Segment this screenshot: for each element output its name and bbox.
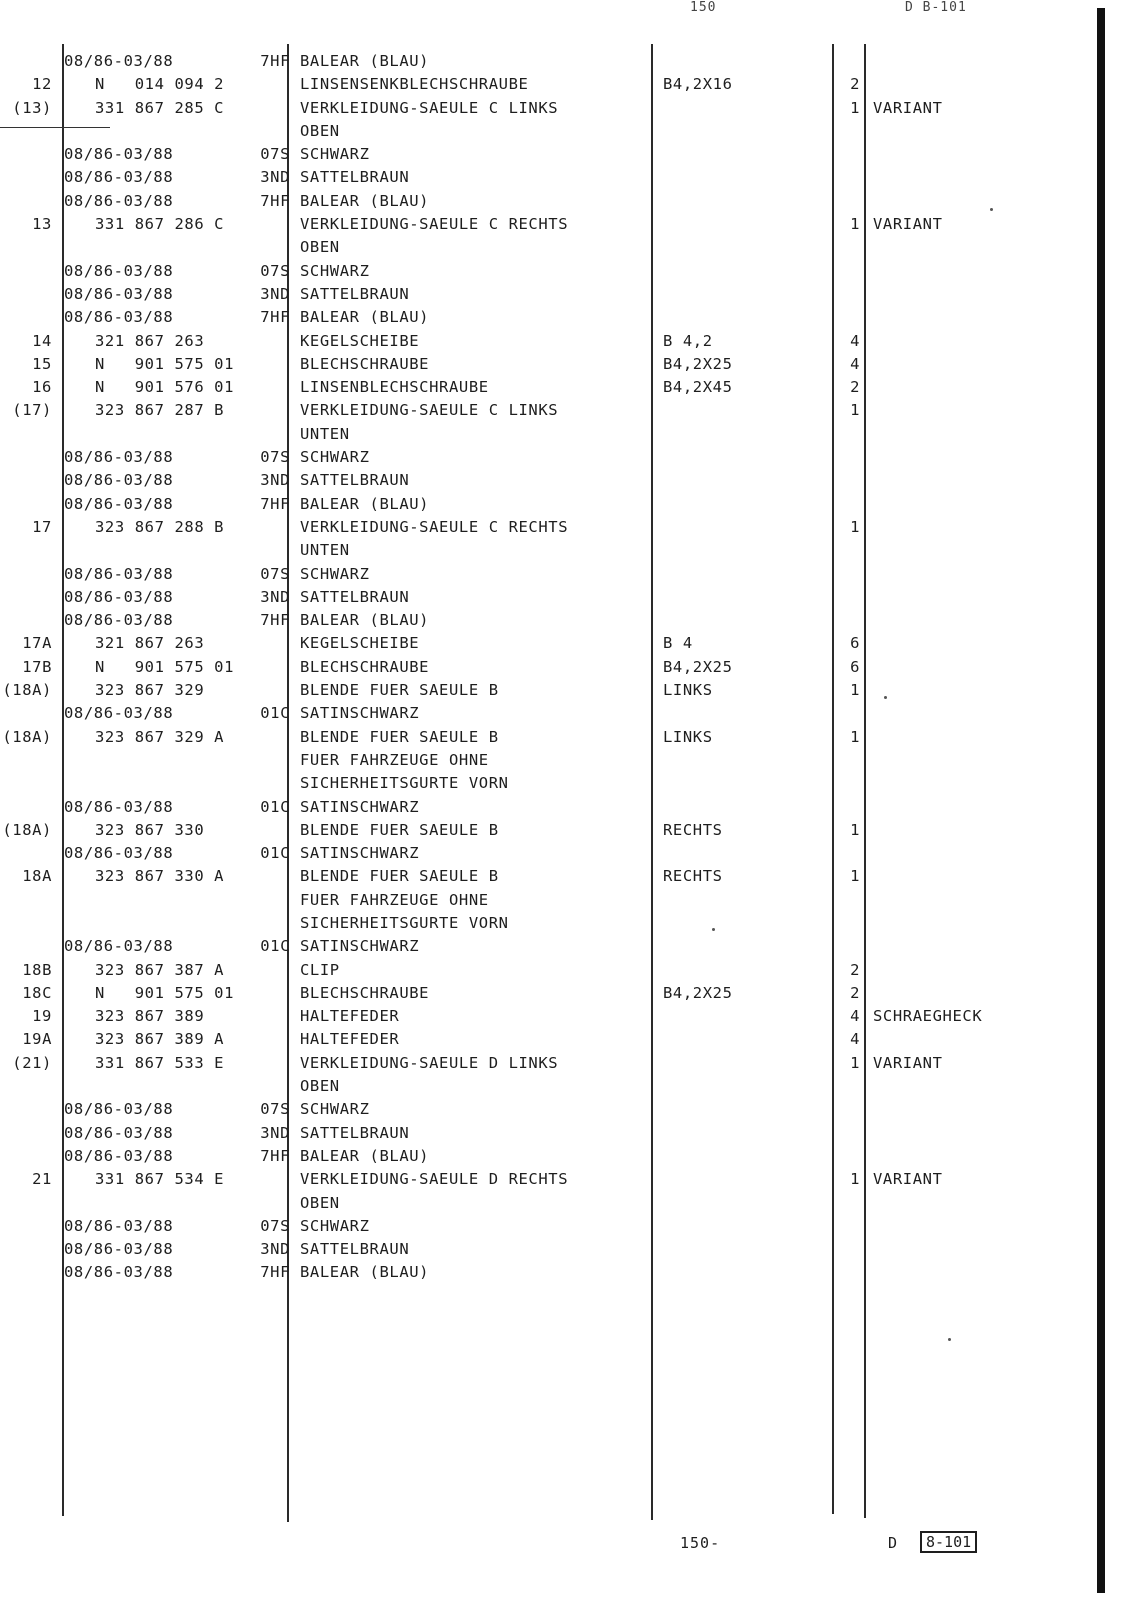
row-description: BALEAR (BLAU) [300,1146,430,1165]
row-description: SATTELBRAUN [300,1123,410,1142]
row-item-number: 16 [32,378,52,397]
scan-speck [948,1338,951,1341]
row-description: SICHERHEITSGURTE VORN [300,913,509,932]
row-date-range: 08/86-03/88 [64,844,174,863]
row-description: VERKLEIDUNG-SAEULE C RECHTS [300,215,569,234]
table-row [0,423,1090,446]
row-color-code: 3ND [260,471,290,490]
table-row [0,1145,1090,1168]
row-description: VERKLEIDUNG-SAEULE C LINKS [300,401,559,420]
row-date-range: 08/86-03/88 [64,1100,174,1119]
row-description: BLECHSCHRAUBE [300,983,430,1002]
row-part-number: 331 867 533 E [95,1053,225,1072]
row-date-range: 08/86-03/88 [64,587,174,606]
row-description: OBEN [300,1077,340,1096]
row-description: OBEN [300,121,340,140]
row-color-code: 3ND [260,1240,290,1259]
row-description: SATINSCHWARZ [300,797,420,816]
row-description: BLENDE FUER SAEULE B [300,820,499,839]
row-color-code: 01C [260,844,290,863]
row-part-number: N 014 094 2 [95,75,225,94]
row-item-number: 12 [32,75,52,94]
top-page-fragment: 150 [690,0,717,15]
scan-speck [712,928,715,931]
row-quantity: 6 [850,634,860,653]
table-row [0,796,1090,819]
row-part-number: 331 867 286 C [95,215,225,234]
row-description: LINSENBLECHSCHRAUBE [300,378,489,397]
row-part-number: 323 867 330 [95,820,205,839]
row-size: B4,2X25 [663,354,733,373]
row-size: B4,2X16 [663,75,733,94]
table-row [0,516,1090,539]
table-row [0,236,1090,259]
row-item-number: 15 [32,354,52,373]
row-item-number: 19 [32,1007,52,1026]
row-date-range: 08/86-03/88 [64,704,174,723]
row-quantity: 1 [850,98,860,117]
row-item-number: 13 [32,215,52,234]
row-remark: VARIANT [873,215,943,234]
row-description: BALEAR (BLAU) [300,494,430,513]
row-part-number: 323 867 330 A [95,867,225,886]
table-row [0,1122,1090,1145]
row-description: SICHERHEITSGURTE VORN [300,774,509,793]
row-description: BLENDE FUER SAEULE B [300,727,499,746]
row-quantity: 4 [850,1007,860,1026]
row-quantity: 1 [850,1053,860,1072]
table-row [0,842,1090,865]
row-quantity: 4 [850,354,860,373]
row-part-number: 323 867 288 B [95,517,225,536]
row-quantity: 1 [850,820,860,839]
row-size: LINKS [663,681,713,700]
row-color-code: 3ND [260,284,290,303]
row-description: LINSENSENKBLECHSCHRAUBE [300,75,529,94]
row-description: SATINSCHWARZ [300,844,420,863]
parts-table [0,50,1090,1285]
row-color-code: 3ND [260,587,290,606]
footer-reference-box: 8-101 [920,1531,977,1553]
table-row [0,586,1090,609]
table-row [0,1005,1090,1028]
row-description: SCHWARZ [300,564,370,583]
row-part-number: 331 867 285 C [95,98,225,117]
table-row [0,749,1090,772]
row-date-range: 08/86-03/88 [64,1216,174,1235]
row-date-range: 08/86-03/88 [64,284,174,303]
row-description: OBEN [300,1193,340,1212]
row-color-code: 01C [260,937,290,956]
table-row [0,1168,1090,1191]
row-color-code: 01C [260,797,290,816]
footer-section-letter: D [888,1534,898,1552]
row-description: BALEAR (BLAU) [300,1263,430,1282]
table-row [0,935,1090,958]
row-item-number: (18A) [2,820,52,839]
row-description: VERKLEIDUNG-SAEULE D RECHTS [300,1170,569,1189]
table-row [0,283,1090,306]
row-description: SCHWARZ [300,448,370,467]
row-description: BALEAR (BLAU) [300,611,430,630]
row-quantity: 1 [850,401,860,420]
table-row [0,260,1090,283]
row-description: SATTELBRAUN [300,587,410,606]
row-item-number: (18A) [2,727,52,746]
row-item-number: (18A) [2,681,52,700]
row-date-range: 08/86-03/88 [64,448,174,467]
row-date-range: 08/86-03/88 [64,1123,174,1142]
table-row [0,1052,1090,1075]
row-description: BALEAR (BLAU) [300,52,430,70]
table-row [0,702,1090,725]
row-description: VERKLEIDUNG-SAEULE C LINKS [300,98,559,117]
row-item-number: 21 [32,1170,52,1189]
row-date-range: 08/86-03/88 [64,611,174,630]
row-part-number: 321 867 263 [95,331,205,350]
row-description: SCHWARZ [300,261,370,280]
row-description: BALEAR (BLAU) [300,308,430,327]
row-color-code: 07S [260,261,290,280]
row-size: RECHTS [663,867,723,886]
row-color-code: 7HF [260,308,290,327]
row-color-code: 07S [260,145,290,164]
row-quantity: 1 [850,727,860,746]
table-row [0,772,1090,795]
row-remark: VARIANT [873,1053,943,1072]
row-quantity: 2 [850,378,860,397]
row-color-code: 07S [260,448,290,467]
row-item-number: (17) [12,401,52,420]
row-description: HALTEFEDER [300,1007,400,1026]
row-date-range: 08/86-03/88 [64,145,174,164]
table-row [0,493,1090,516]
row-color-code: 7HF [260,52,290,70]
row-size: B4,2X25 [663,983,733,1002]
table-row [0,1028,1090,1051]
row-date-range: 08/86-03/88 [64,1263,174,1282]
row-quantity: 1 [850,681,860,700]
row-item-number: 17B [22,657,52,676]
row-part-number: N 901 576 01 [95,378,235,397]
table-row [0,632,1090,655]
row-color-code: 7HF [260,191,290,210]
row-description: SATINSCHWARZ [300,937,420,956]
row-description: CLIP [300,960,340,979]
row-quantity: 4 [850,1030,860,1049]
row-date-range: 08/86-03/88 [64,937,174,956]
row-description: UNTEN [300,424,350,443]
table-row [0,376,1090,399]
table-row [0,399,1090,422]
row-part-number: 321 867 263 [95,634,205,653]
row-remark: VARIANT [873,98,943,117]
table-row [0,889,1090,912]
table-row [0,1075,1090,1098]
row-description: FUER FAHRZEUGE OHNE [300,750,489,769]
table-row [0,97,1090,120]
row-color-code: 07S [260,564,290,583]
row-description: SATTELBRAUN [300,1240,410,1259]
table-row [0,563,1090,586]
footer-page-number: 150- [680,1534,721,1552]
row-description: BLECHSCHRAUBE [300,354,430,373]
row-description: SCHWARZ [300,145,370,164]
row-size: RECHTS [663,820,723,839]
row-date-range: 08/86-03/88 [64,1240,174,1259]
scan-speck [884,696,887,699]
row-description: BLENDE FUER SAEULE B [300,867,499,886]
row-description: BALEAR (BLAU) [300,191,430,210]
table-row [0,190,1090,213]
table-row [0,50,1090,73]
row-date-range: 08/86-03/88 [64,308,174,327]
row-quantity: 2 [850,960,860,979]
row-item-number: 18A [22,867,52,886]
row-quantity: 1 [850,215,860,234]
row-part-number: 323 867 329 A [95,727,225,746]
row-item-number: (13) [12,98,52,117]
table-row [0,656,1090,679]
row-description: SATINSCHWARZ [300,704,420,723]
row-item-number: 17 [32,517,52,536]
table-row [0,679,1090,702]
row-part-number: 323 867 387 A [95,960,225,979]
row-date-range: 08/86-03/88 [64,471,174,490]
table-row [0,166,1090,189]
row-date-range: 08/86-03/88 [64,797,174,816]
table-row [0,1098,1090,1121]
table-row [0,1261,1090,1284]
row-color-code: 07S [260,1216,290,1235]
table-row [0,213,1090,236]
row-description: SCHWARZ [300,1100,370,1119]
row-size: B4,2X25 [663,657,733,676]
row-date-range: 08/86-03/88 [64,261,174,280]
table-row [0,306,1090,329]
row-date-range: 08/86-03/88 [64,52,174,70]
row-quantity: 4 [850,331,860,350]
row-description: KEGELSCHEIBE [300,634,420,653]
row-color-code: 7HF [260,611,290,630]
row-part-number: 323 867 389 A [95,1030,225,1049]
row-date-range: 08/86-03/88 [64,191,174,210]
table-row [0,819,1090,842]
page-edge-bar [1097,8,1105,1593]
table-row [0,726,1090,749]
row-description: KEGELSCHEIBE [300,331,420,350]
row-part-number: N 901 575 01 [95,657,235,676]
row-size: B 4,2 [663,331,713,350]
row-quantity: 1 [850,517,860,536]
row-date-range: 08/86-03/88 [64,494,174,513]
scan-speck [990,208,993,211]
table-row [0,120,1090,143]
row-color-code: 07S [260,1100,290,1119]
top-ref-fragment: D B-101 [905,0,967,15]
table-row [0,1192,1090,1215]
row-item-number: 18B [22,960,52,979]
row-quantity: 2 [850,75,860,94]
table-row [0,353,1090,376]
row-quantity: 2 [850,983,860,1002]
row-part-number: 331 867 534 E [95,1170,225,1189]
row-color-code: 3ND [260,168,290,187]
row-description: HALTEFEDER [300,1030,400,1049]
row-description: SCHWARZ [300,1216,370,1235]
row-remark: SCHRAEGHECK [873,1007,983,1026]
table-row [0,912,1090,935]
row-item-number: 17A [22,634,52,653]
row-size: B 4 [663,634,693,653]
table-row [0,469,1090,492]
row-color-code: 7HF [260,1263,290,1282]
row-quantity: 1 [850,867,860,886]
row-remark: VARIANT [873,1170,943,1189]
row-color-code: 7HF [260,1146,290,1165]
table-row [0,539,1090,562]
row-date-range: 08/86-03/88 [64,1146,174,1165]
row-description: SATTELBRAUN [300,471,410,490]
table-row [0,865,1090,888]
row-description: UNTEN [300,541,350,560]
table-row [0,982,1090,1005]
row-date-range: 08/86-03/88 [64,168,174,187]
row-part-number: 323 867 329 [95,681,205,700]
row-part-number: N 901 575 01 [95,983,235,1002]
row-item-number: 18C [22,983,52,1002]
row-description: BLECHSCHRAUBE [300,657,430,676]
row-item-number: 19A [22,1030,52,1049]
table-row [0,959,1090,982]
row-description: VERKLEIDUNG-SAEULE D LINKS [300,1053,559,1072]
row-item-number: (21) [12,1053,52,1072]
table-row [0,73,1090,96]
row-size: LINKS [663,727,713,746]
table-row [0,1215,1090,1238]
row-size: B4,2X45 [663,378,733,397]
row-quantity: 6 [850,657,860,676]
table-row [0,1238,1090,1261]
row-part-number: 323 867 389 [95,1007,205,1026]
row-description: BLENDE FUER SAEULE B [300,681,499,700]
row-item-number: 14 [32,331,52,350]
row-description: SATTELBRAUN [300,284,410,303]
row-description: VERKLEIDUNG-SAEULE C RECHTS [300,517,569,536]
row-part-number: 323 867 287 B [95,401,225,420]
table-row [0,446,1090,469]
row-description: OBEN [300,238,340,257]
row-quantity: 1 [850,1170,860,1189]
row-color-code: 01C [260,704,290,723]
table-row [0,609,1090,632]
row-description: SATTELBRAUN [300,168,410,187]
table-row [0,330,1090,353]
row-part-number: N 901 575 01 [95,354,235,373]
row-color-code: 7HF [260,494,290,513]
row-color-code: 3ND [260,1123,290,1142]
row-date-range: 08/86-03/88 [64,564,174,583]
row-description: FUER FAHRZEUGE OHNE [300,890,489,909]
table-row [0,143,1090,166]
